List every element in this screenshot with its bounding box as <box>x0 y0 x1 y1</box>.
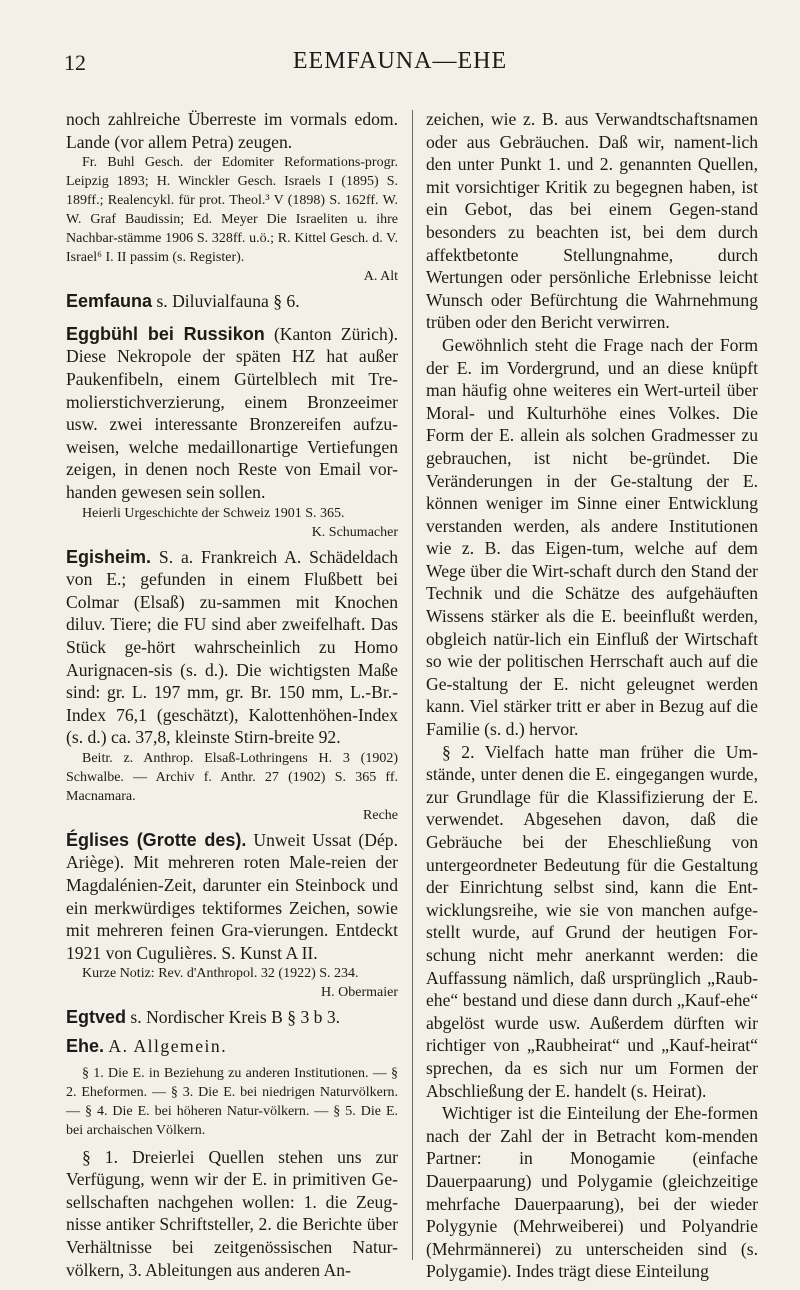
literature-note: Beitr. z. Anthrop. Elsaß-Lothringens H. 3 (1902) Schwalbe. — Archiv f. Anthr. 27 (1902) S. 365 ff. Macnamara. <box>66 750 398 804</box>
author-signature: A. Alt <box>363 269 398 285</box>
author-signature: K. Schumacher <box>311 524 398 540</box>
author-signature: Reche <box>363 807 398 823</box>
entry-text: S. a. Frankreich A. Schädeldach von E.; gefunden in einem Flußbett bei Colmar (Elsaß) zu-sammen mit Knochen diluv. Tiere; die FU sind aber zweifelhaft. Das Stück ge-hört wahrscheinlich zu Homo Aurignacen-sis (s. d.). Die wichtigsten Maße sind: gr. L. 197 mm, gr. Br. 150 mm, L.-Br.-Index 76,1 (geschätzt), Kalottenhöhen-Index (s. d.) ca. 37,8, kleinste Stirn-breite 92. <box>66 546 398 748</box>
lemma-egisheim: Egisheim. <box>66 546 152 567</box>
entry-text: s. Nordischer Kreis B § 3 b 3. <box>130 1007 341 1028</box>
right-column <box>426 108 758 1283</box>
table-of-contents: § 1. Die E. in Beziehung zu anderen Institutionen. — § 2. Eheformen. — § 3. Die E. bei niedrigen Naturvölkern. — § 4. Die E. bei höheren Natur-völkern. — § 5. Die E. bei archaischen Völkern. <box>66 1065 398 1138</box>
lemma-egtved: Egtved <box>66 1007 127 1028</box>
literature-note: Heierli Urgeschichte der Schweiz 1901 S. 365. <box>82 505 345 521</box>
lemma-eggbuehl: Eggbühl bei Russikon <box>66 323 265 344</box>
literature-note: Fr. Buhl Gesch. der Edomiter Reformations-progr. Leipzig 1893; H. Winckler Gesch. Israels I (1895) S. 189ff.; Realencykl. für prot. Theol.³ V (1898) S. 162ff. W. W. Graf Baudissin; Ed. Meyer Die Israeliten u. ihre Nachbar-stämme 1906 S. 328ff. u.ö.; R. Kittel Gesch. d. V. Israel⁶ I. II passim (s. Register). <box>66 155 398 266</box>
lemma-ehe: Ehe. <box>66 1036 105 1057</box>
column-divider <box>412 110 413 1260</box>
entry-text: (Kanton Zürich). Diese Nekropole der späten HZ hat außer Paukenfibeln, einem Gürtelblech mit Tre-molierstichverzierung, einem Bronzeeimer usw. zwei interessante Bronzereifen aufzu-weisen, welche medaillonartige Vertiefungen zeigen, in denen noch Reste von Email vor-handen gewesen sein sollen. <box>66 323 398 502</box>
entry-text: s. Diluvialfauna § 6. <box>156 291 300 312</box>
paragraph: zeichen, wie z. B. aus Verwandtschaftsnamen oder aus Gebräuchen. Daß wir, nament-lich den unter Punkt 1. und 2. genannten Quellen, mit vorsichtiger Kritik zu begegnen haben, ist ein Gebot, das bei einem Gegen-stand besonders zu beachten ist, bei dem durch affektbetonte Stellungnahme, durch Wertungen oder persönliche Erlebnisse leicht Wunsch oder Befürchtung die Wahrnehmung trüben oder den Bericht verwirren. <box>426 109 758 333</box>
lemma-eglises: Églises (Grotte des). <box>66 829 247 850</box>
paragraph: § 2. Vielfach hatte man früher die Um-stände, unter denen die E. eingegangen wurde, zur Grundlage für die Klassifizierung der E. verwendet. Abgesehen davon, daß die Gebräuche bei der Eheschließung von untergeordneter Bedeutung für die Gestaltung der Einrichtung selbst sind, kann die Ent-wicklungsreihe, wie sie von manchen aufge-stellt wurde, auf Grund der heutigen For-schung nicht mehr anerkannt werden: die Auffassung nämlich, daß ursprünglich „Raub-ehe“ bestand und diese dann durch „Kauf-ehe“ abgelöst wurde usw. Außerdem dürften wir richtiger von „Raubheirat“ und „Kauf-heirat“ sprechen, da es sich nur um Formen der Abschließung der E. handelt (s. Heirat). <box>426 741 758 1101</box>
left-column <box>66 108 398 1281</box>
running-title: EEMFAUNA—EHE <box>292 48 508 74</box>
paragraph: noch zahlreiche Überreste im vormals edom. Lande (vor allem Petra) zeugen. <box>66 109 398 152</box>
lemma-eemfauna: Eemfauna <box>66 291 153 312</box>
paragraph: Gewöhnlich steht die Frage nach der Form der E. im Vordergrund, und an diese knüpft man häufig ohne weiteres ein Wert-urteil über Moral- und Kulturhöhe eines Volkes. Die Form der E. allein als solchen Gradmesser zu gebrauchen, ist nicht be-gründet. Die Veränderungen in der Ge-staltung der E. können weniger im Sinne einer Entwicklung verstanden werden, als andere Institutionen wie z. B. das Eigen-tum, welche auf dem Wege über die Wirt-schaft durch den Stand der Technik und die Schätze des aufgehäuften Wissens stärker als die E. beeinflußt werden, obgleich natür-lich ein Einfluß der Wirtschaft so wie der politischen Herrschaft auch auf die Ge-staltung der E. nicht geleugnet werden kann. Viel stärker tritt er aber in Bezug auf die Familie (s. d.) hervor. <box>426 334 758 740</box>
section-title: A. Allgemein. <box>108 1036 228 1057</box>
paragraph: Wichtiger ist die Einteilung der Ehe-formen nach der Zahl der in Betracht kom-menden Partner: in Monogamie (einfache Dauerpaarung) und Polygamie (gleichzeitige mehrfache Dauerpaarung), bei der wieder Polygynie (Mehrweiberei) und Polyandrie (Mehrmännerei) zu unterscheiden sind (s. Polygamie). Indes trägt diese Einteilung <box>426 1103 758 1282</box>
page-number: 12 <box>64 50 86 75</box>
paragraph: § 1. Dreierlei Quellen stehen uns zur Verfügung, wenn wir der E. in primitiven Ge-sellschaften nachgehen wollen: 1. die Zeug-nisse antiker Schriftsteller, 2. die Berichte über Verhältnisse bei zeitgenössischen Natur-völkern, 3. Ableitungen aus anderen An- <box>66 1146 398 1280</box>
author-signature: H. Obermaier <box>321 985 398 1001</box>
entry-text: Unweit Ussat (Dép. Ariège). Mit mehreren roten Male-reien der Magdalénien-Zeit, darunter ein Steinbock und ein merkwürdiges tektiformes Zeichen, sowie mit mehreren feinen Gra-vierungen. Entdeckt 1921 von Cugulières. S. Kunst A II. <box>66 829 398 963</box>
literature-note: Kurze Notiz: Rev. d'Anthropol. 32 (1922) S. 234. <box>82 966 359 982</box>
